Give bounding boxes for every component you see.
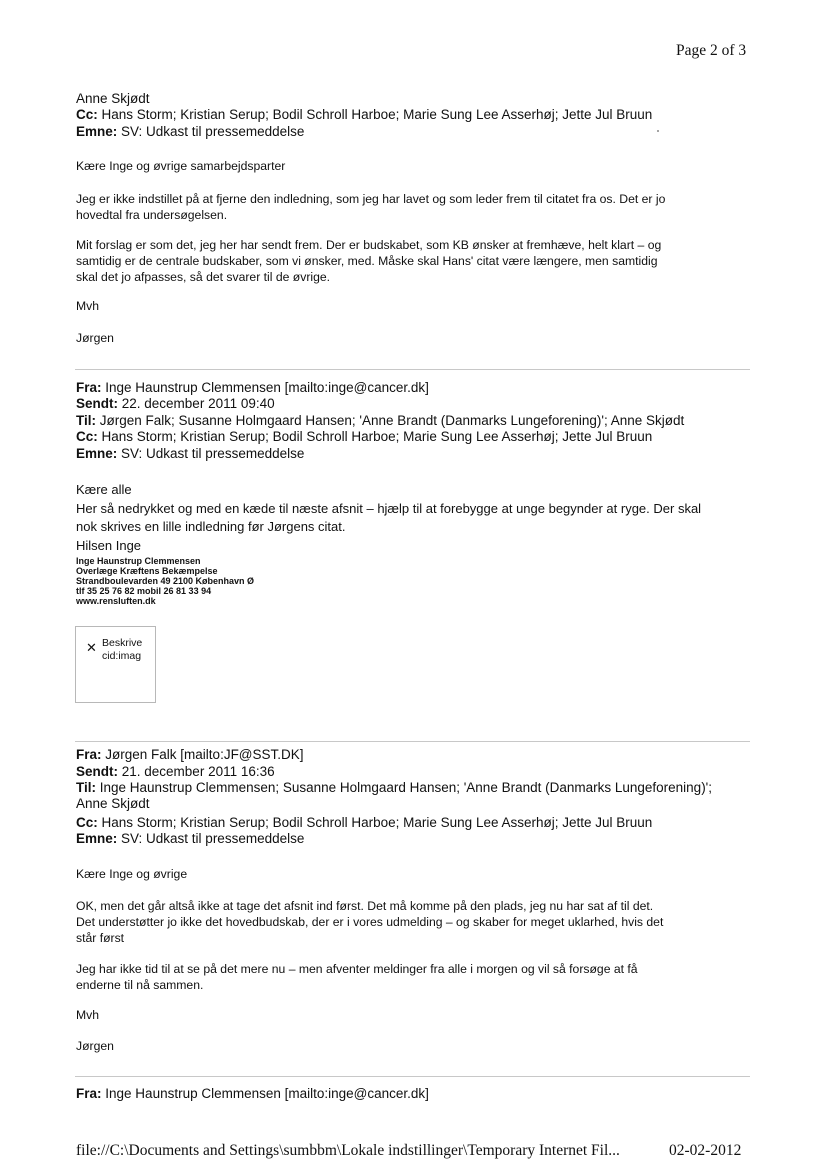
email-2-from: Fra: Inge Haunstrup Clemmensen [mailto:inge@cancer.dk]	[76, 380, 429, 395]
email-2-to: Til: Jørgen Falk; Susanne Holmgaard Hansen; 'Anne Brandt (Danmarks Lungeforening)'; Anne Skjødt	[76, 413, 685, 428]
footer-file-path: file://C:\Documents and Settings\sumbbm\Lokale indstillinger\Temporary Internet Fil...	[76, 1142, 620, 1159]
email-2-greeting: Kære alle	[76, 482, 132, 497]
email-3-greeting: Kære Inge og øvrige	[76, 867, 188, 881]
email-3-sent: Sendt: 21. december 2011 16:36	[76, 764, 275, 779]
footer-date: 02-02-2012	[669, 1142, 742, 1159]
email-3-paragraph-2: Jeg har ikke tid til at se på det mere nu – men afventer meldinger fra alle i morgen og vil så forsøge at få enderne til nå sammen.	[76, 962, 638, 992]
email-3-subject: Emne: SV: Udkast til pressemeddelse	[76, 831, 305, 846]
email-3-to: Til: Inge Haunstrup Clemmensen; Susanne Holmgaard Hansen; 'Anne Brandt (Danmarks Lungeforening)'; Anne Skjødt	[76, 780, 713, 811]
separator-1	[75, 369, 750, 370]
broken-image-icon: ✕	[86, 640, 97, 655]
email-2-subject: Emne: SV: Udkast til pressemeddelse	[76, 446, 305, 461]
email-2-body: Her så nedrykket og med en kæde til næste afsnit – hjælp til at forebygge at unge begynder at ryge. Der skal nok skrives en lille indledning før Jørgens citat.	[76, 501, 702, 534]
email-1-paragraph-2: Mit forslag er som det, jeg her har sendt frem. Der er budskabet, som KB ønsker at fremhæve, helt klart – og samtidig er de centrale budskaber, som vi ønsker, med. Måske skal Hans' citat være længere, men samtidig skal det jo afpasses, så det svarer til de øvrige.	[76, 238, 662, 284]
email-3-from: Fra: Jørgen Falk [mailto:JF@SST.DK]	[76, 747, 304, 762]
email-1-from: Anne Skjødt	[76, 91, 150, 106]
email-2-cc: Cc: Hans Storm; Kristian Serup; Bodil Schroll Harboe; Marie Sung Lee Asserhøj; Jette Jul Bruun	[76, 429, 653, 444]
email-1-subject: Emne: SV: Udkast til pressemeddelse	[76, 124, 305, 139]
speck	[657, 130, 659, 132]
email-1-closing: Mvh	[76, 299, 100, 313]
email-2-sent: Sendt: 22. december 2011 09:40	[76, 396, 275, 411]
email-3-signature: Jørgen	[76, 1039, 114, 1053]
email-4-from: Fra: Inge Haunstrup Clemmensen [mailto:inge@cancer.dk]	[76, 1086, 429, 1101]
email-1-greeting: Kære Inge og øvrige samarbejdsparter	[76, 159, 286, 173]
email-1-cc: Cc: Hans Storm; Kristian Serup; Bodil Schroll Harboe; Marie Sung Lee Asserhøj; Jette Jul Bruun	[76, 107, 653, 122]
email-1-paragraph-1: Jeg er ikke indstillet på at fjerne den indledning, som jeg har lavet og som leder frem til citatet fra os. Det er jo hovedtal fra undersøgelsen.	[76, 192, 666, 222]
broken-image-placeholder: ✕ Beskrive cid:imag	[75, 626, 156, 703]
email-1-signature: Jørgen	[76, 331, 114, 345]
email-2-signature-block: Inge Haunstrup Clemmensen Overlæge Kræftens Bekæmpelse Strandboulevarden 49 2100 København Ø tlf 35 25 76 82 mobil 26 81 33 94 www.rensluften.dk	[76, 556, 255, 606]
email-3-paragraph-1: OK, men det går altså ikke at tage det afsnit ind først. Det må komme på den plads, jeg nu har sat af til det. Det understøtter jo ikke det hovedbudskab, der er i vores udmelding – og skaber for meget uklarhed, hvis det står først	[76, 899, 664, 945]
page-number: Page 2 of 3	[676, 42, 747, 59]
separator-2	[75, 741, 750, 742]
email-3-cc: Cc: Hans Storm; Kristian Serup; Bodil Schroll Harboe; Marie Sung Lee Asserhøj; Jette Jul Bruun	[76, 815, 653, 830]
signature-link[interactable]: www.rensluften.dk	[76, 596, 156, 606]
separator-3	[75, 1076, 750, 1077]
email-3-closing: Mvh	[76, 1008, 100, 1022]
email-2-closing: Hilsen Inge	[76, 538, 142, 553]
